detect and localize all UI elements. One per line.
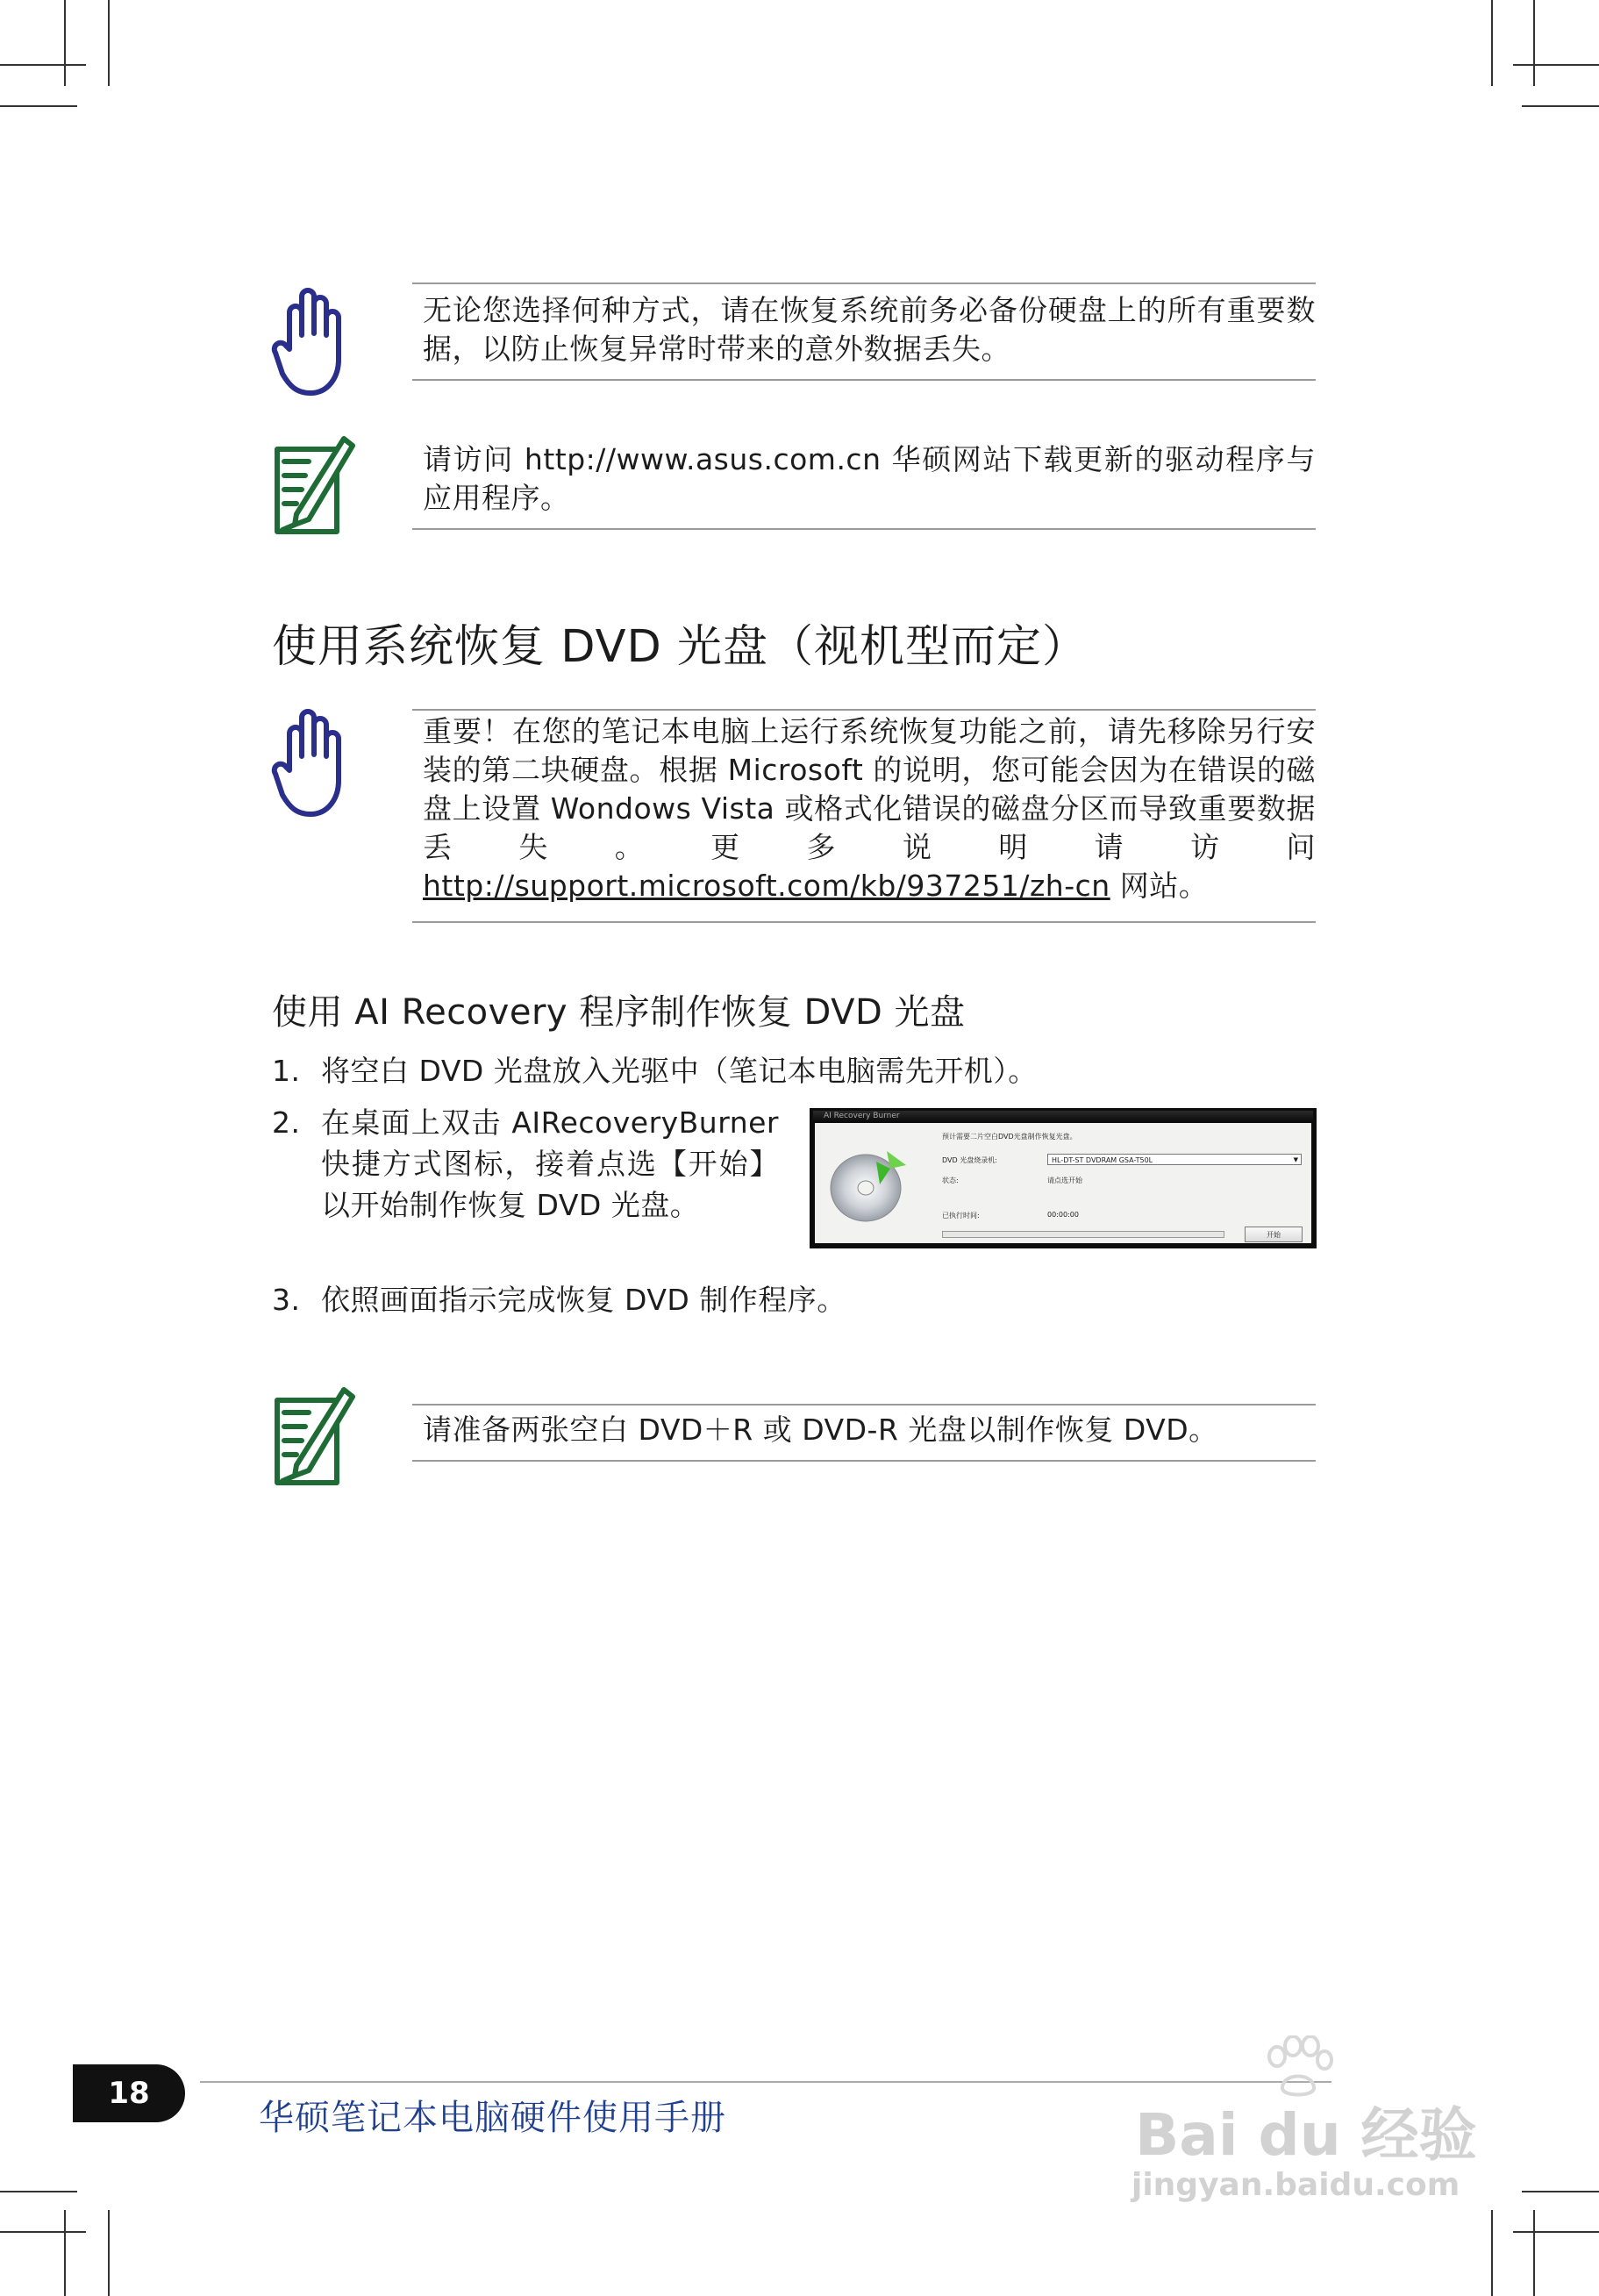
watermark-brand: Bai du 经验 bbox=[1135, 2101, 1477, 2169]
window-title: AI Recovery Burner bbox=[813, 1111, 1313, 1122]
warning-text-2-body: 重要！在您的笔记本电脑上运行系统恢复功能之前，请先移除另行安装的第二块硬盘。根据 Microsoft 的说明，您可能会因为在错误的磁盘上设置 Wondows Vista 或格式化错误的磁盘分区而导致重要数据丢失。更多说明请访问 bbox=[423, 714, 1316, 864]
warning-text-2-suffix: 网站。 bbox=[1110, 869, 1209, 903]
step-number: 3. bbox=[272, 1283, 301, 1317]
microsoft-support-link[interactable]: http://support.microsoft.com/kb/937251/zh-cn bbox=[423, 869, 1110, 903]
note-pencil-icon bbox=[270, 1379, 358, 1488]
watermark-url: jingyan.baidu.com bbox=[1131, 2167, 1460, 2203]
step-text: 依照画面指示完成恢复 DVD 制作程序。 bbox=[321, 1283, 846, 1317]
crop-mark bbox=[1522, 2191, 1599, 2192]
manual-title: 华硕笔记本电脑硬件使用手册 bbox=[259, 2098, 726, 2138]
crop-mark bbox=[0, 2191, 77, 2192]
step-text: 将空白 DVD 光盘放入光驱中（笔记本电脑需先开机）。 bbox=[321, 1054, 1038, 1088]
crop-mark bbox=[1513, 64, 1599, 66]
progress-bar bbox=[942, 1231, 1224, 1238]
section-heading: 使用系统恢复 DVD 光盘（视机型而定） bbox=[272, 621, 1088, 673]
note-pencil-icon bbox=[270, 428, 358, 537]
hand-stop-icon bbox=[270, 702, 354, 821]
start-button[interactable]: 开始 bbox=[1245, 1227, 1303, 1242]
subsection-heading: 使用 AI Recovery 程序制作恢复 DVD 光盘 bbox=[272, 992, 966, 1033]
ai-recovery-burner-screenshot bbox=[810, 1108, 1317, 1248]
crop-mark bbox=[1533, 2210, 1535, 2296]
page-number: 18 bbox=[73, 2064, 185, 2122]
crop-mark bbox=[1522, 105, 1599, 107]
warning-text-1: 无论您选择何种方式，请在恢复系统前务必备份硬盘上的所有重要数据，以防止恢复异常时带来的意外数据丢失。 bbox=[423, 293, 1316, 366]
instruction-text: 预计需要二片空白DVD光盘制作恢复光盘。 bbox=[942, 1133, 1077, 1141]
crop-mark bbox=[108, 2210, 110, 2296]
warning-box-1 bbox=[412, 283, 1316, 381]
crop-mark bbox=[0, 105, 77, 107]
note-box-2 bbox=[412, 1404, 1316, 1463]
note-box-1 bbox=[412, 428, 1316, 530]
baidu-watermark bbox=[1114, 2035, 1509, 2211]
step-number: 1. bbox=[272, 1054, 301, 1088]
window-panel bbox=[815, 1123, 1311, 1243]
warning-text-2 bbox=[423, 712, 1316, 905]
dvd-disc-icon bbox=[825, 1142, 913, 1226]
chevron-down-icon: ▼ bbox=[1293, 1156, 1298, 1163]
crop-mark bbox=[0, 64, 86, 66]
crop-mark bbox=[1491, 2210, 1493, 2296]
elapsed-value: 00:00:00 bbox=[1047, 1211, 1079, 1219]
note-text-1: 请访问 http://www.asus.com.cn 华硕网站下载更新的驱动程序与应用程序。 bbox=[423, 442, 1316, 515]
drive-select[interactable] bbox=[1047, 1154, 1302, 1165]
drive-label: DVD 光盘烧录机: bbox=[942, 1156, 997, 1164]
step-number: 2. bbox=[272, 1105, 301, 1140]
status-label: 状态: bbox=[942, 1177, 959, 1184]
crop-mark bbox=[1513, 2231, 1599, 2233]
crop-mark bbox=[0, 2231, 86, 2233]
crop-mark bbox=[1491, 0, 1493, 86]
note-text-2: 请准备两张空白 DVD＋R 或 DVD-R 光盘以制作恢复 DVD。 bbox=[423, 1413, 1218, 1447]
step-text: 在桌面上双击 AIRecoveryBurner 快捷方式图标，接着点选【开始】以开始制作恢复 DVD 光盘。 bbox=[321, 1105, 779, 1222]
crop-mark bbox=[64, 2210, 66, 2296]
crop-mark bbox=[64, 0, 66, 86]
elapsed-label: 已执行时间: bbox=[942, 1212, 980, 1220]
drive-select-value: HL-DT-ST DVDRAM GSA-T50L bbox=[1052, 1156, 1153, 1164]
crop-mark bbox=[108, 0, 110, 86]
hand-stop-icon bbox=[270, 281, 354, 400]
crop-mark bbox=[1533, 0, 1535, 86]
warning-box-2 bbox=[412, 709, 1316, 924]
status-value: 请点选开始 bbox=[1047, 1177, 1082, 1184]
